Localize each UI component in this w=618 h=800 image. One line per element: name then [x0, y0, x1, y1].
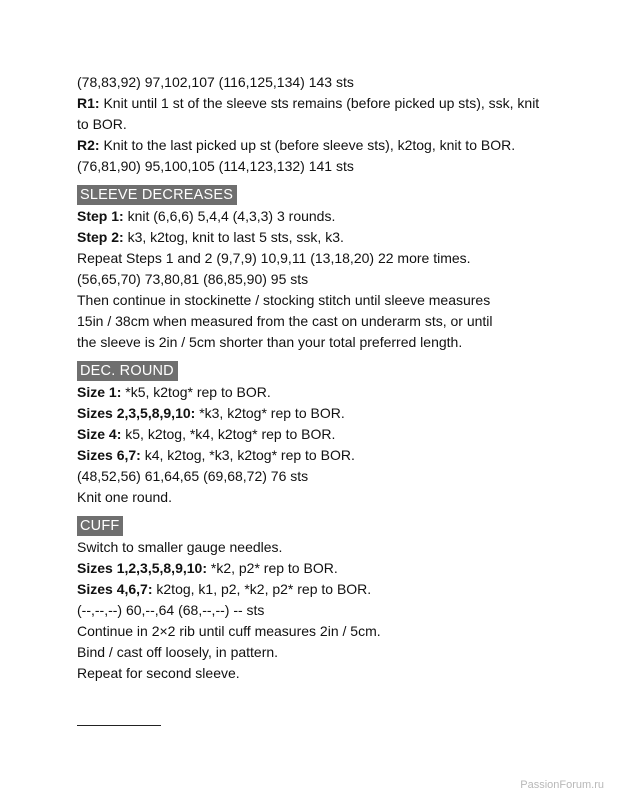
size-instruction	[77, 558, 597, 579]
footnote-rule	[77, 725, 161, 726]
switch-needles: Switch to smaller gauge needles.	[77, 539, 283, 555]
size-label: Sizes 1,2,3,5,8,9,10:	[77, 560, 207, 576]
section-heading-sleeve-decreases: SLEEVE DECREASES	[77, 185, 237, 205]
watermark: PassionForum.ru	[520, 779, 604, 791]
step-1-text: knit (6,6,6) 5,4,4 (4,3,3) 3 rounds.	[123, 208, 336, 224]
section-heading-dec-round: DEC. ROUND	[77, 361, 178, 381]
row-2-label: R2:	[77, 137, 100, 153]
size-label: Sizes 2,3,5,8,9,10:	[77, 405, 196, 421]
size-text: k4, k2tog, *k3, k2tog* rep to BOR.	[140, 447, 355, 463]
size-instruction	[77, 382, 597, 403]
stitch-count-line: (56,65,70) 73,80,81 (86,85,90) 95 sts	[77, 271, 309, 287]
continue-instruction-line-2: 15in / 38cm when measured from the cast on underarm sts, or until	[77, 313, 493, 329]
size-text: *k2, p2* rep to BOR.	[206, 560, 338, 576]
row-2-text: Knit to the last picked up st (before sleeve sts), k2tog, knit to BOR.	[99, 137, 516, 153]
section-heading-cuff: CUFF	[77, 516, 123, 536]
step-2-instruction	[77, 227, 597, 248]
row-1-text: Knit until 1 st of the sleeve sts remains (before picked up sts), ssk, knit to BOR.	[77, 95, 540, 132]
size-instruction	[77, 403, 597, 424]
size-instruction	[77, 424, 597, 445]
size-instruction	[77, 579, 597, 600]
size-label: Size 1:	[77, 384, 122, 400]
step-1-instruction	[77, 206, 597, 227]
stitch-count-line: (48,52,56) 61,64,65 (69,68,72) 76 sts	[77, 468, 309, 484]
stitch-count-line: (78,83,92) 97,102,107 (116,125,134) 143 sts	[77, 74, 354, 90]
row-1-label: R1:	[77, 95, 100, 111]
stitch-count-line: (76,81,90) 95,100,105 (114,123,132) 141 sts	[77, 158, 354, 174]
size-text: *k5, k2tog* rep to BOR.	[121, 384, 271, 400]
size-text: k2tog, k1, p2, *k2, p2* rep to BOR.	[152, 581, 372, 597]
repeat-instruction: Repeat Steps 1 and 2 (9,7,9) 10,9,11 (13,18,20) 22 more times.	[77, 250, 471, 266]
continue-rib: Continue in 2×2 rib until cuff measures 2in / 5cm.	[77, 623, 381, 639]
size-text: *k3, k2tog* rep to BOR.	[195, 405, 345, 421]
size-label: Sizes 6,7:	[77, 447, 141, 463]
size-label: Size 4:	[77, 426, 122, 442]
knit-one-round: Knit one round.	[77, 489, 172, 505]
size-instruction	[77, 445, 597, 466]
bind-off: Bind / cast off loosely, in pattern.	[77, 644, 279, 660]
step-2-text: k3, k2tog, knit to last 5 sts, ssk, k3.	[123, 229, 344, 245]
row-2-instruction	[77, 135, 547, 156]
size-text: k5, k2tog, *k4, k2tog* rep to BOR.	[121, 426, 336, 442]
continue-instruction-line-1: Then continue in stockinette / stocking stitch until sleeve measures	[77, 292, 491, 308]
continue-instruction-line-3: the sleeve is 2in / 5cm shorter than your total preferred length.	[77, 334, 463, 350]
row-1-instruction	[77, 93, 547, 135]
repeat-sleeve: Repeat for second sleeve.	[77, 665, 240, 681]
step-1-label: Step 1:	[77, 208, 124, 224]
stitch-count-line: (--,--,--) 60,--,64 (68,--,--) -- sts	[77, 602, 265, 618]
pattern-page	[77, 72, 597, 684]
step-2-label: Step 2:	[77, 229, 124, 245]
size-label: Sizes 4,6,7:	[77, 581, 153, 597]
